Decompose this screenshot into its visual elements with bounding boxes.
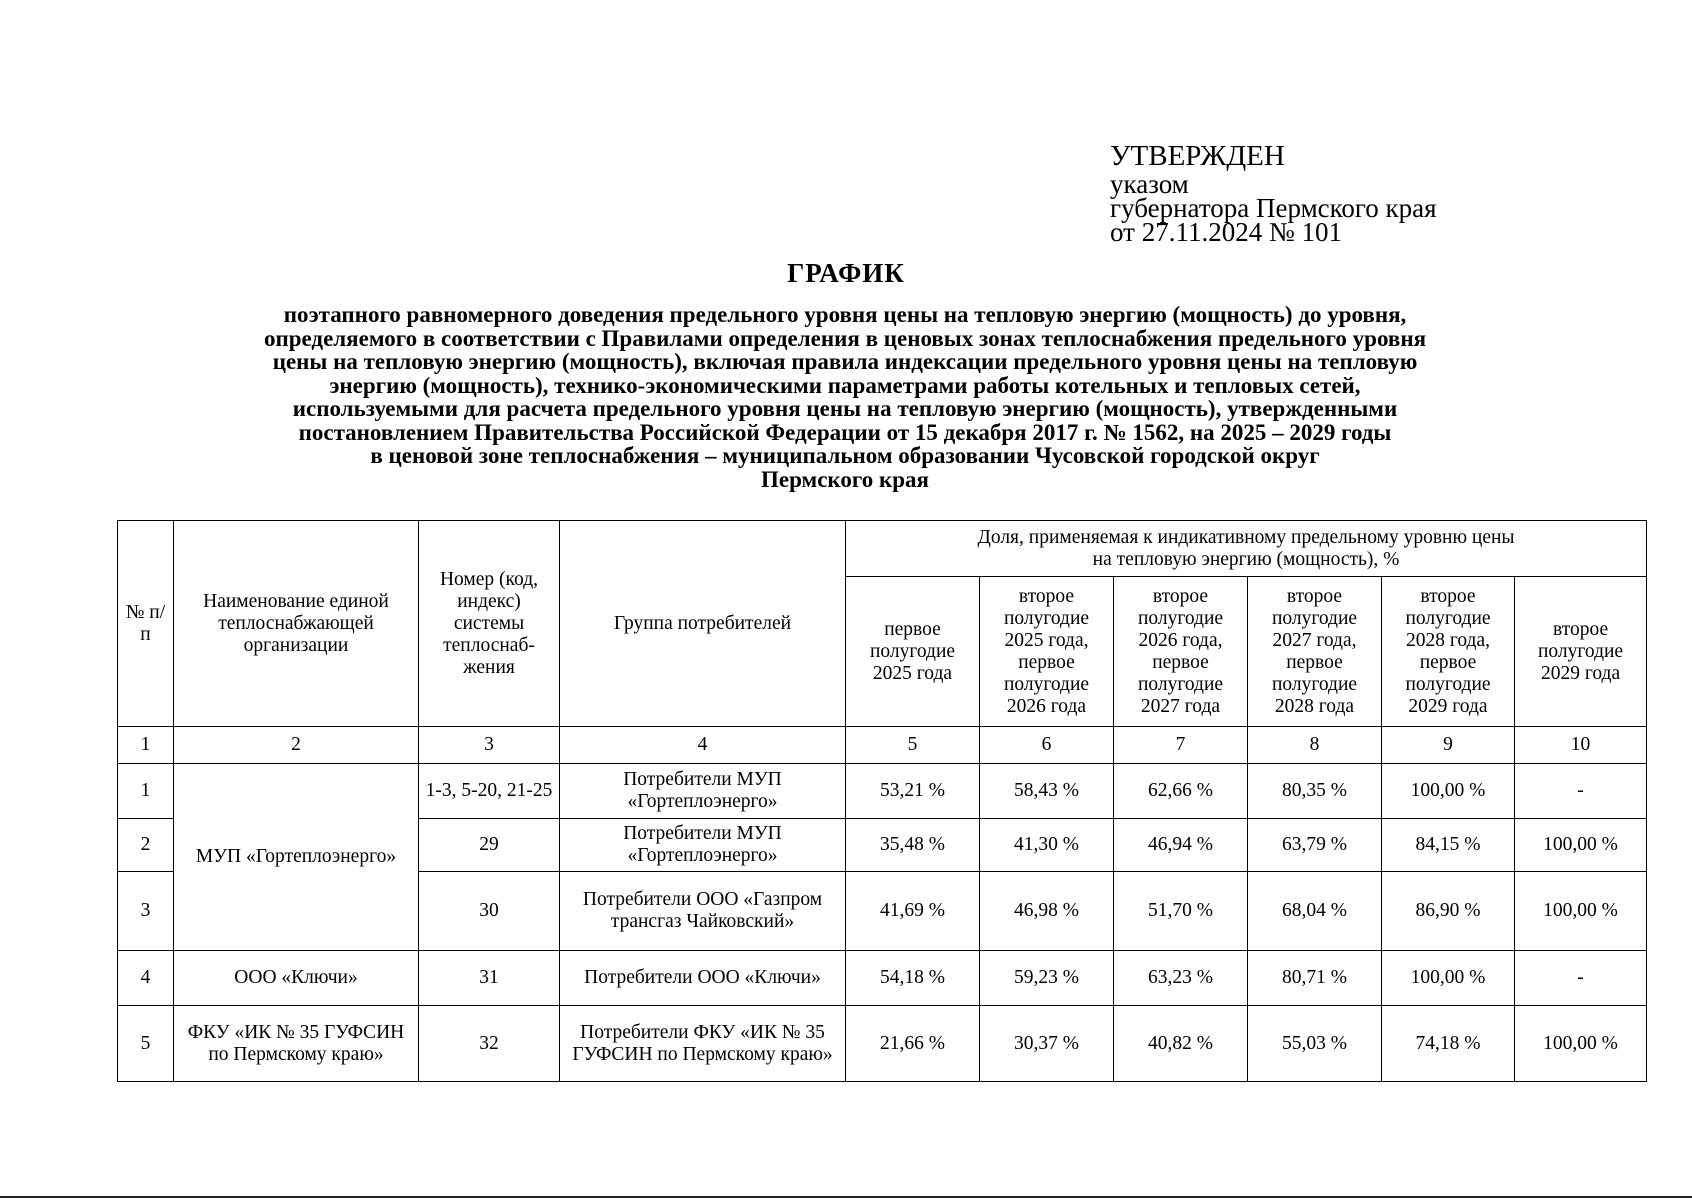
header-org: Наименование единой теплоснабжающей организации	[174, 521, 419, 727]
column-number: 2	[174, 727, 419, 764]
table-row	[118, 1006, 1647, 1082]
subtitle-line: в ценовой зоне теплоснабжения – муниципальном образовании Чусовской городской округ	[370, 443, 1320, 468]
row-value: 53,21 %	[846, 764, 980, 819]
table-row	[118, 764, 1647, 819]
header-period: второе полугодие 2027 года, первое полугодие 2028 года	[1248, 577, 1382, 727]
row-value: 100,00 %	[1515, 819, 1647, 872]
row-num: 2	[118, 819, 174, 872]
row-value: 46,94 %	[1114, 819, 1248, 872]
approval-stamp	[1110, 140, 1437, 247]
column-number-row	[118, 727, 1647, 764]
row-value: 58,43 %	[980, 764, 1114, 819]
row-value: 21,66 %	[846, 1006, 980, 1082]
row-org: ООО «Ключи»	[174, 951, 419, 1006]
row-value: 68,04 %	[1248, 872, 1382, 951]
table-row	[118, 951, 1647, 1006]
row-num: 3	[118, 872, 174, 951]
row-org: ФКУ «ИК № 35 ГУФСИН по Пермскому краю»	[174, 1006, 419, 1082]
row-system: 1-3, 5-20, 21-25	[419, 764, 560, 819]
row-value: 100,00 %	[1515, 1006, 1647, 1082]
document-title: ГРАФИК	[787, 258, 905, 288]
page-bottom-border	[0, 1196, 1692, 1198]
schedule-table	[117, 520, 1647, 1082]
row-value: 84,15 %	[1382, 819, 1515, 872]
row-num: 4	[118, 951, 174, 1006]
subtitle-line: энергию (мощность), технико-экономическими параметрами работы котельных и тепловых сетей,	[329, 372, 1361, 398]
header-period: первое полугодие 2025 года	[846, 577, 980, 727]
header-share-line-1: Доля, применяемая к индикативному предельному уровню цены	[977, 526, 1515, 548]
row-value: 100,00 %	[1382, 951, 1515, 1006]
row-org-merged: МУП «Гортеплоэнерго»	[174, 764, 419, 951]
header-share	[846, 521, 1647, 577]
row-value: -	[1515, 951, 1647, 1006]
column-number: 6	[980, 727, 1114, 764]
subtitle-line: используемыми для расчета предельного уровня цены на тепловую энергию (мощность), утвержденными	[292, 396, 1398, 421]
row-value: 41,69 %	[846, 872, 980, 951]
approval-line-1: УТВЕРЖДЕН	[1110, 140, 1285, 172]
row-value: 59,23 %	[980, 951, 1114, 1006]
row-group: Потребители МУП «Гортеплоэнерго»	[560, 764, 846, 819]
subtitle-line: поэтапного равномерного доведения предельного уровня цены на тепловую энергию (мощность) до уровня,	[283, 302, 1407, 327]
row-system: 30	[419, 872, 560, 951]
row-value: 74,18 %	[1382, 1006, 1515, 1082]
subtitle-line: постановлением Правительства Российской Федерации от 15 декабря 2017 г. № 1562, на 2025 – 2029 годы	[298, 419, 1392, 445]
column-number: 3	[419, 727, 560, 764]
column-number: 1	[118, 727, 174, 764]
header-group: Группа потребителей	[560, 521, 846, 727]
header-share-line-2: на тепловую энергию (мощность), %	[1092, 548, 1400, 570]
header-num: № п/п	[118, 521, 174, 727]
row-value: 46,98 %	[980, 872, 1114, 951]
row-value: 63,23 %	[1114, 951, 1248, 1006]
row-system: 31	[419, 951, 560, 1006]
row-group: Потребители ООО «Ключи»	[560, 951, 846, 1006]
header-period: второе полугодие 2026 года, первое полугодие 2027 года	[1114, 577, 1248, 727]
header-row-top	[118, 521, 1647, 577]
header-period: второе полугодие 2028 года, первое полугодие 2029 года	[1382, 577, 1515, 727]
approval-line-3: губернатора Пермского края	[1110, 193, 1437, 223]
column-number: 9	[1382, 727, 1515, 764]
row-value: 62,66 %	[1114, 764, 1248, 819]
column-number: 5	[846, 727, 980, 764]
row-value: 51,70 %	[1114, 872, 1248, 951]
subtitle-line: Пермского края	[761, 466, 929, 492]
column-number: 10	[1515, 727, 1647, 764]
row-value: 54,18 %	[846, 951, 980, 1006]
header-system: Номер (код, индекс) системы теплоснаб-жения	[419, 521, 560, 727]
row-group: Потребители МУП «Гортеплоэнерго»	[560, 819, 846, 872]
column-number: 8	[1248, 727, 1382, 764]
row-system: 32	[419, 1006, 560, 1082]
header-period: второе полугодие 2029 года	[1515, 577, 1647, 727]
row-value: 41,30 %	[980, 819, 1114, 872]
subtitle-line: определяемого в соответствии с Правилами определения в ценовых зонах теплоснабжения предельного уровня	[263, 325, 1427, 351]
column-number: 7	[1114, 727, 1248, 764]
row-value: 80,35 %	[1248, 764, 1382, 819]
row-value: 63,79 %	[1248, 819, 1382, 872]
row-value: 100,00 %	[1515, 872, 1647, 951]
document-subtitle	[110, 303, 1580, 491]
approval-line-4: от 27.11.2024 № 101	[1110, 217, 1342, 247]
row-system: 29	[419, 819, 560, 872]
row-num: 1	[118, 764, 174, 819]
row-num: 5	[118, 1006, 174, 1082]
subtitle-line: цены на тепловую энергию (мощность), включая правила индексации предельного уровня цены на тепловую	[272, 349, 1418, 374]
row-value: 86,90 %	[1382, 872, 1515, 951]
header-period: второе полугодие 2025 года, первое полугодие 2026 года	[980, 577, 1114, 727]
column-number: 4	[560, 727, 846, 764]
row-value: 30,37 %	[980, 1006, 1114, 1082]
row-value: 80,71 %	[1248, 951, 1382, 1006]
row-value: 35,48 %	[846, 819, 980, 872]
row-group: Потребители ФКУ «ИК № 35 ГУФСИН по Пермскому краю»	[560, 1006, 846, 1082]
row-group: Потребители ООО «Газпром трансгаз Чайковский»	[560, 872, 846, 951]
row-value: 100,00 %	[1382, 764, 1515, 819]
row-value: 55,03 %	[1248, 1006, 1382, 1082]
row-value: -	[1515, 764, 1647, 819]
row-value: 40,82 %	[1114, 1006, 1248, 1082]
approval-line-2: указом	[1110, 169, 1189, 199]
